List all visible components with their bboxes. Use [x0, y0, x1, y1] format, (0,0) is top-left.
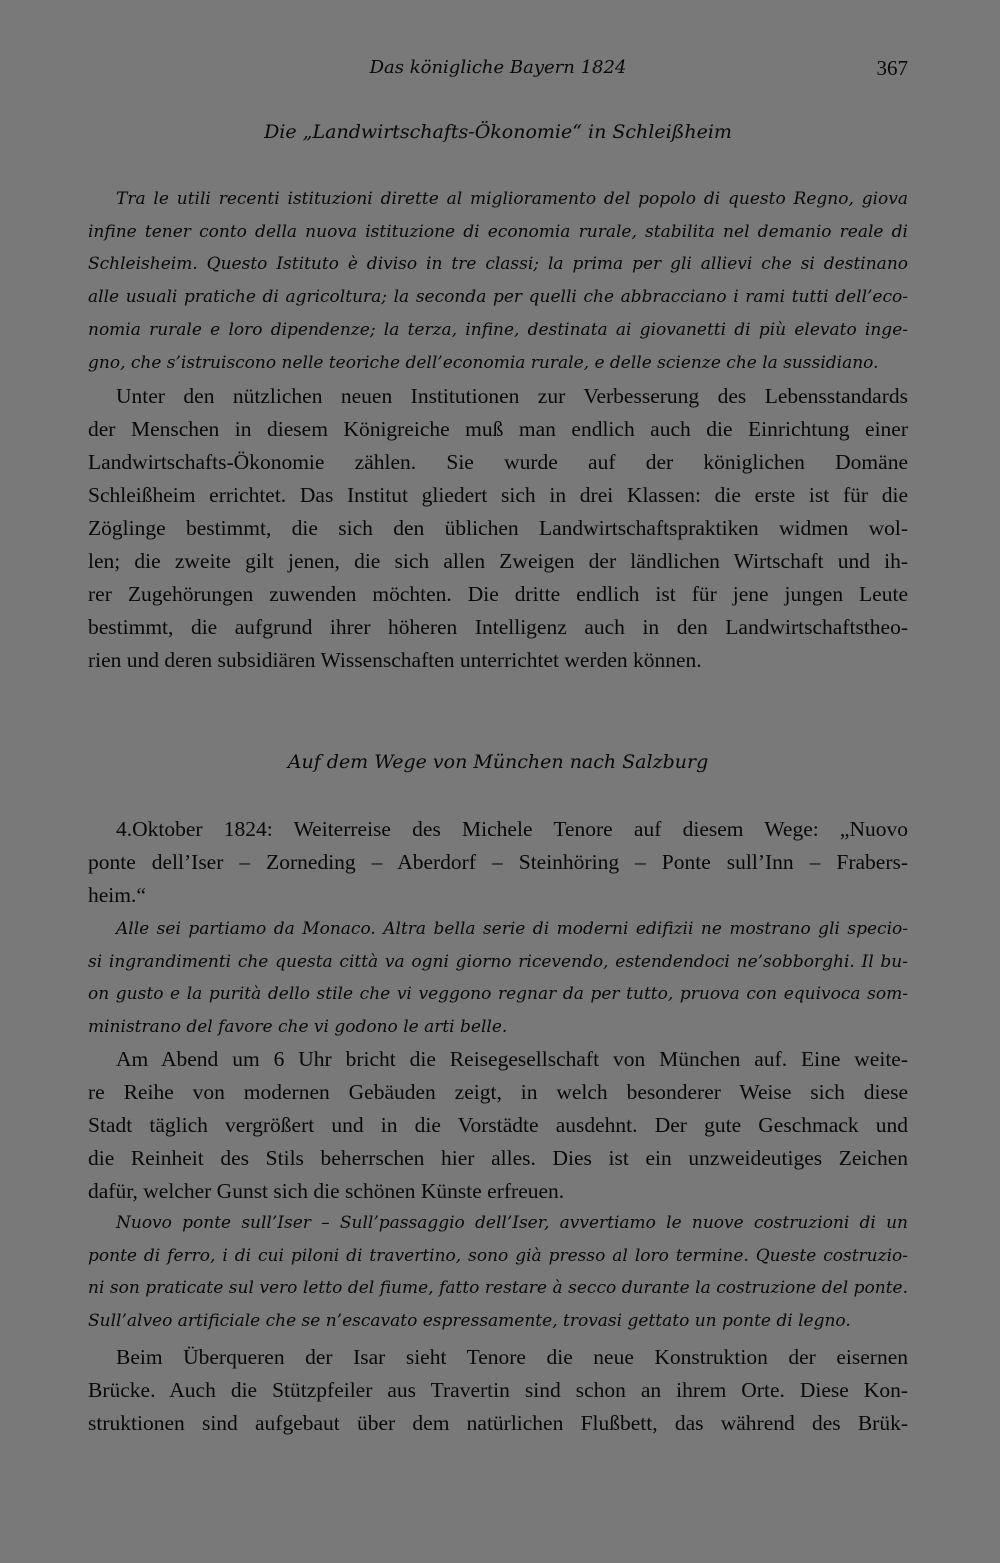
text-line: Unter den nützlichen neuen Institutionen zur Verbesserung des Lebensstandards	[116, 384, 908, 408]
text-line: infine tener conto della nuova istituzione di economia rurale, stabilita nel demanio reale di	[88, 221, 908, 242]
text-line: Stadt täglich vergrößert und in die Vorstädte ausdehnt. Der gute Geschmack und	[88, 1113, 908, 1137]
text-line: len; die zweite gilt jenen, die sich allen Zweigen der ländlichen Wirtschaft und ih-	[88, 549, 908, 573]
italian-quote-monaco	[88, 913, 908, 1044]
text-line: Schleisheim. Questo Istituto è diviso in tre classi; la prima per gli allievi che si destinano	[88, 254, 908, 275]
text-line: Nuovo ponte sull’Iser – Sull’passaggio dell’Iser, avvertiamo le nuove costruzioni di un	[116, 1213, 908, 1233]
text-line: ministrano del favore che vi godono le arti belle.	[88, 1017, 508, 1038]
italian-quote-iser-bridge	[88, 1207, 908, 1338]
text-line: ni son praticate sul vero letto del fiume, fatto restare à secco durante la costruzione del ponte.	[88, 1278, 908, 1299]
text-line: struktionen sind aufgebaut über dem natürlichen Flußbett, das während des Brük-	[88, 1411, 908, 1435]
german-paragraph-schleissheim	[88, 380, 908, 677]
text-line: dafür, welcher Gunst sich die schönen Künste erfreuen.	[88, 1179, 565, 1203]
text-line: Beim Überqueren der Isar sieht Tenore die neue Konstruktion der eisernen	[116, 1345, 908, 1369]
text-line: Am Abend um 6 Uhr bricht die Reisegesellschaft von München auf. Eine weite-	[116, 1047, 908, 1071]
german-intro-salzburg	[88, 813, 908, 912]
section-heading-salzburg: Auf dem Wege von München nach Salzburg	[287, 751, 709, 773]
text-line: die Reinheit des Stils beherrschen hier alles. Dies ist ein unzweideutiges Zeichen	[88, 1146, 908, 1170]
text-line: heim.“	[88, 883, 146, 907]
text-line: Landwirtschafts-Ökonomie zählen. Sie wurde auf der königlichen Domäne	[88, 450, 908, 474]
text-line: der Menschen in diesem Königreiche muß man endlich auch die Einrichtung einer	[88, 417, 908, 441]
text-line: Alle sei partiamo da Monaco. Altra bella serie di moderni edifizii ne mostrano gli specio-	[116, 919, 908, 939]
text-line: si ingrandimenti che questa città va ogni giorno ricevendo, estendendoci ne’sobborghi. Il bu-	[88, 951, 908, 972]
text-line: ponte di ferro, i di cui piloni di travertino, sono già presso al loro termine. Queste costruzio-	[88, 1245, 908, 1266]
german-paragraph-munich	[88, 1043, 908, 1208]
italian-quote-schleissheim	[88, 183, 908, 379]
text-line: Brücke. Auch die Stützpfeiler aus Travertin sind schon an ihrem Orte. Diese Kon-	[88, 1378, 908, 1402]
text-line: bestimmt, die aufgrund ihrer höheren Intelligenz auch in den Landwirtschaftstheo-	[88, 615, 908, 639]
text-line: nomia rurale e loro dipendenze; la terza, infine, destinata ai giovanetti di più elevato inge-	[88, 319, 908, 340]
german-paragraph-isar-bridge	[88, 1341, 908, 1440]
text-line: rer Zugehörungen zuwenden möchten. Die dritte endlich ist für jene jungen Leute	[88, 582, 908, 606]
text-line: gno, che s’istruiscono nelle teoriche dell’economia rurale, e delle scienze che la sussidiano.	[88, 352, 879, 373]
text-line: alle usuali pratiche di agricoltura; la seconda per quelli che abbracciano i rami tutti dell’eco-	[88, 287, 908, 308]
text-line: Tra le utili recenti istituzioni dirette al miglioramento del popolo di questo Regno, giova	[116, 189, 908, 209]
running-title: Das königliche Bayern 1824	[369, 57, 627, 78]
text-line: re Reihe von modernen Gebäuden zeigt, in welch besonderer Weise sich diese	[88, 1080, 908, 1104]
text-line: Sull’alveo artificiale che se n’escavato espressamente, trovasi gettato un ponte di legno.	[88, 1311, 851, 1332]
text-line: rien und deren subsidiären Wissenschaften unterrichtet werden können.	[88, 648, 702, 672]
text-line: Schleißheim errichtet. Das Institut gliedert sich in drei Klassen: die erste ist für die	[88, 483, 908, 507]
text-line: on gusto e la purità dello stile che vi veggono regnar da per tutto, pruova con equivoca som-	[88, 984, 908, 1005]
text-line: ponte dell’Iser – Zorneding – Aberdorf – Steinhöring – Ponte sull’Inn – Frabers-	[88, 850, 908, 874]
page-number: 367	[876, 56, 908, 80]
text-line: 4.Oktober 1824: Weiterreise des Michele Tenore auf diesem Wege: „Nuovo	[116, 817, 908, 841]
page-header	[88, 52, 908, 84]
section-heading-schleissheim: Die „Landwirtschafts-Ökonomie“ in Schleißheim	[264, 121, 732, 143]
text-line: Zöglinge bestimmt, die sich den üblichen Landwirtschaftspraktiken widmen wol-	[88, 516, 908, 540]
